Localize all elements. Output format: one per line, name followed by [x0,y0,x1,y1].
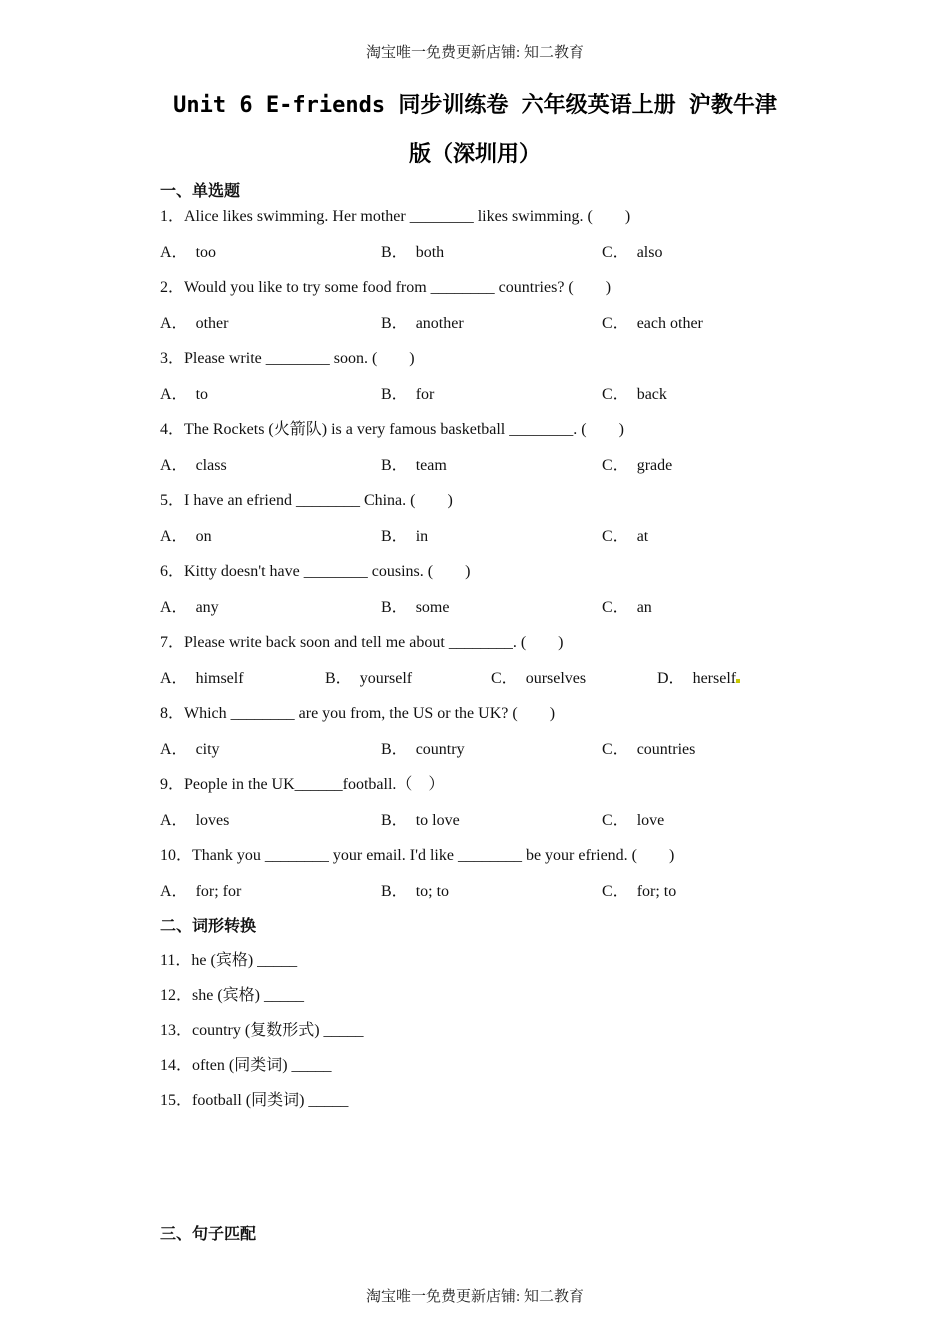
option-a[interactable] [160,736,220,759]
option-c[interactable] [602,310,703,333]
option-text: for; for [195,883,242,900]
option-a[interactable] [160,523,212,546]
option-text: at [636,528,649,545]
option-text: city [195,741,220,758]
doc-title-line1: Unit 6 E-friends 同步训练卷 六年级英语上册 沪教牛津 [173,93,777,118]
option-text: yourself [359,670,413,687]
option-text: loves [195,812,230,829]
option-c[interactable] [602,807,664,830]
section-heading-single-choice: 一、单选题 [160,181,241,200]
option-c[interactable] [602,452,672,475]
option-label: A． [160,315,188,332]
option-text: herself [692,670,737,687]
option-d[interactable] [657,665,740,688]
option-c[interactable] [602,878,676,901]
option-label: A． [160,386,188,403]
option-c[interactable] [602,239,662,262]
option-text: also [636,244,663,261]
word-form-item: 15．football (同类词) _____ [160,1092,349,1109]
option-label: A． [160,457,188,474]
option-text: for [415,386,435,403]
option-text: some [415,599,450,616]
option-label: A． [160,599,188,616]
doc-title-line2: 版（深圳用） [408,142,541,167]
page-footer: 淘宝唯一免费更新店铺: 知二教育 [366,1289,584,1305]
option-label: C． [602,244,629,261]
word-form-item: 14．often (同类词) _____ [160,1057,332,1074]
option-label: B． [325,670,352,687]
option-label: B． [381,244,408,261]
option-b[interactable] [381,807,460,830]
option-b[interactable] [381,310,464,333]
option-label: A． [160,670,188,687]
option-a[interactable] [160,310,228,333]
option-label: B． [381,741,408,758]
option-text: to; to [415,883,450,900]
word-form-item: 12．she (宾格) _____ [160,987,304,1004]
option-text: to [195,386,209,403]
option-label: A． [160,528,188,545]
question: 1．Alice likes swimming. Her mother ________ likes swimming. ( ) [160,208,631,225]
option-label: C． [602,528,629,545]
option-b[interactable] [381,452,447,475]
option-b[interactable] [381,523,428,546]
option-text: to love [415,812,460,829]
question: 8．Which ________ are you from, the US or the UK? ( ) [160,705,556,722]
option-c[interactable] [602,523,648,546]
option-b[interactable] [325,665,412,688]
option-text: himself [195,670,244,687]
option-c[interactable] [602,594,652,617]
option-label: B． [381,386,408,403]
question: 5．I have an efriend ________ China. ( ) [160,492,453,509]
page-header: 淘宝唯一免费更新店铺: 知二教育 [366,45,584,61]
option-text: too [195,244,217,261]
option-label: A． [160,244,188,261]
option-text: country [415,741,465,758]
option-text: ourselves [525,670,587,687]
option-label: B． [381,315,408,332]
option-text: team [415,457,447,474]
option-b[interactable] [381,594,449,617]
option-label: A． [160,883,188,900]
option-label: B． [381,883,408,900]
option-a[interactable] [160,452,227,475]
option-label: B． [381,457,408,474]
option-label: C． [602,812,629,829]
option-b[interactable] [381,736,465,759]
option-a[interactable] [160,665,244,688]
question: 9．People in the UK______football.（ ） [160,776,445,793]
question: 7．Please write back soon and tell me about ________. ( ) [160,634,564,651]
option-text: love [636,812,665,829]
option-label: C． [602,883,629,900]
question: 3．Please write ________ soon. ( ) [160,350,415,367]
option-a[interactable] [160,878,241,901]
option-label: A． [160,741,188,758]
option-text: for; to [636,883,677,900]
option-b[interactable] [381,381,434,404]
option-text: grade [636,457,673,474]
option-text: another [415,315,464,332]
word-form-item: 13．country (复数形式) _____ [160,1022,364,1039]
marker-dot [736,679,740,683]
option-text: any [195,599,219,616]
option-label: A． [160,812,188,829]
option-label: C． [602,741,629,758]
option-label: D． [657,670,685,687]
option-text: each other [636,315,703,332]
option-label: C． [602,315,629,332]
question: 2．Would you like to try some food from ________ countries? ( ) [160,279,612,296]
option-text: an [636,599,652,616]
option-text: in [415,528,429,545]
option-text: on [195,528,212,545]
option-a[interactable] [160,381,208,404]
section-heading-word-forms: 二、词形转换 [160,916,257,935]
question: 10．Thank you ________ your email. I'd like ________ be your efriend. ( ) [160,847,675,864]
option-c[interactable] [491,665,586,688]
option-text: back [636,386,667,403]
option-label: B． [381,812,408,829]
question: 6．Kitty doesn't have ________ cousins. ( ) [160,563,471,580]
option-text: class [195,457,227,474]
option-text: other [195,315,229,332]
option-text: countries [636,741,696,758]
option-text: both [415,244,445,261]
option-b[interactable] [381,878,449,901]
section-heading-sentence-matching: 三、句子匹配 [160,1224,257,1243]
option-b[interactable] [381,239,444,262]
option-label: C． [602,386,629,403]
word-form-item: 11．he (宾格) _____ [160,952,298,969]
option-a[interactable] [160,594,219,617]
option-label: B． [381,528,408,545]
option-label: C． [491,670,518,687]
option-c[interactable] [602,736,695,759]
question: 4．The Rockets (火箭队) is a very famous basketball ________. ( ) [160,421,624,438]
option-label: C． [602,599,629,616]
option-label: C． [602,457,629,474]
option-c[interactable] [602,381,667,404]
option-a[interactable] [160,807,229,830]
option-a[interactable] [160,239,216,262]
option-label: B． [381,599,408,616]
